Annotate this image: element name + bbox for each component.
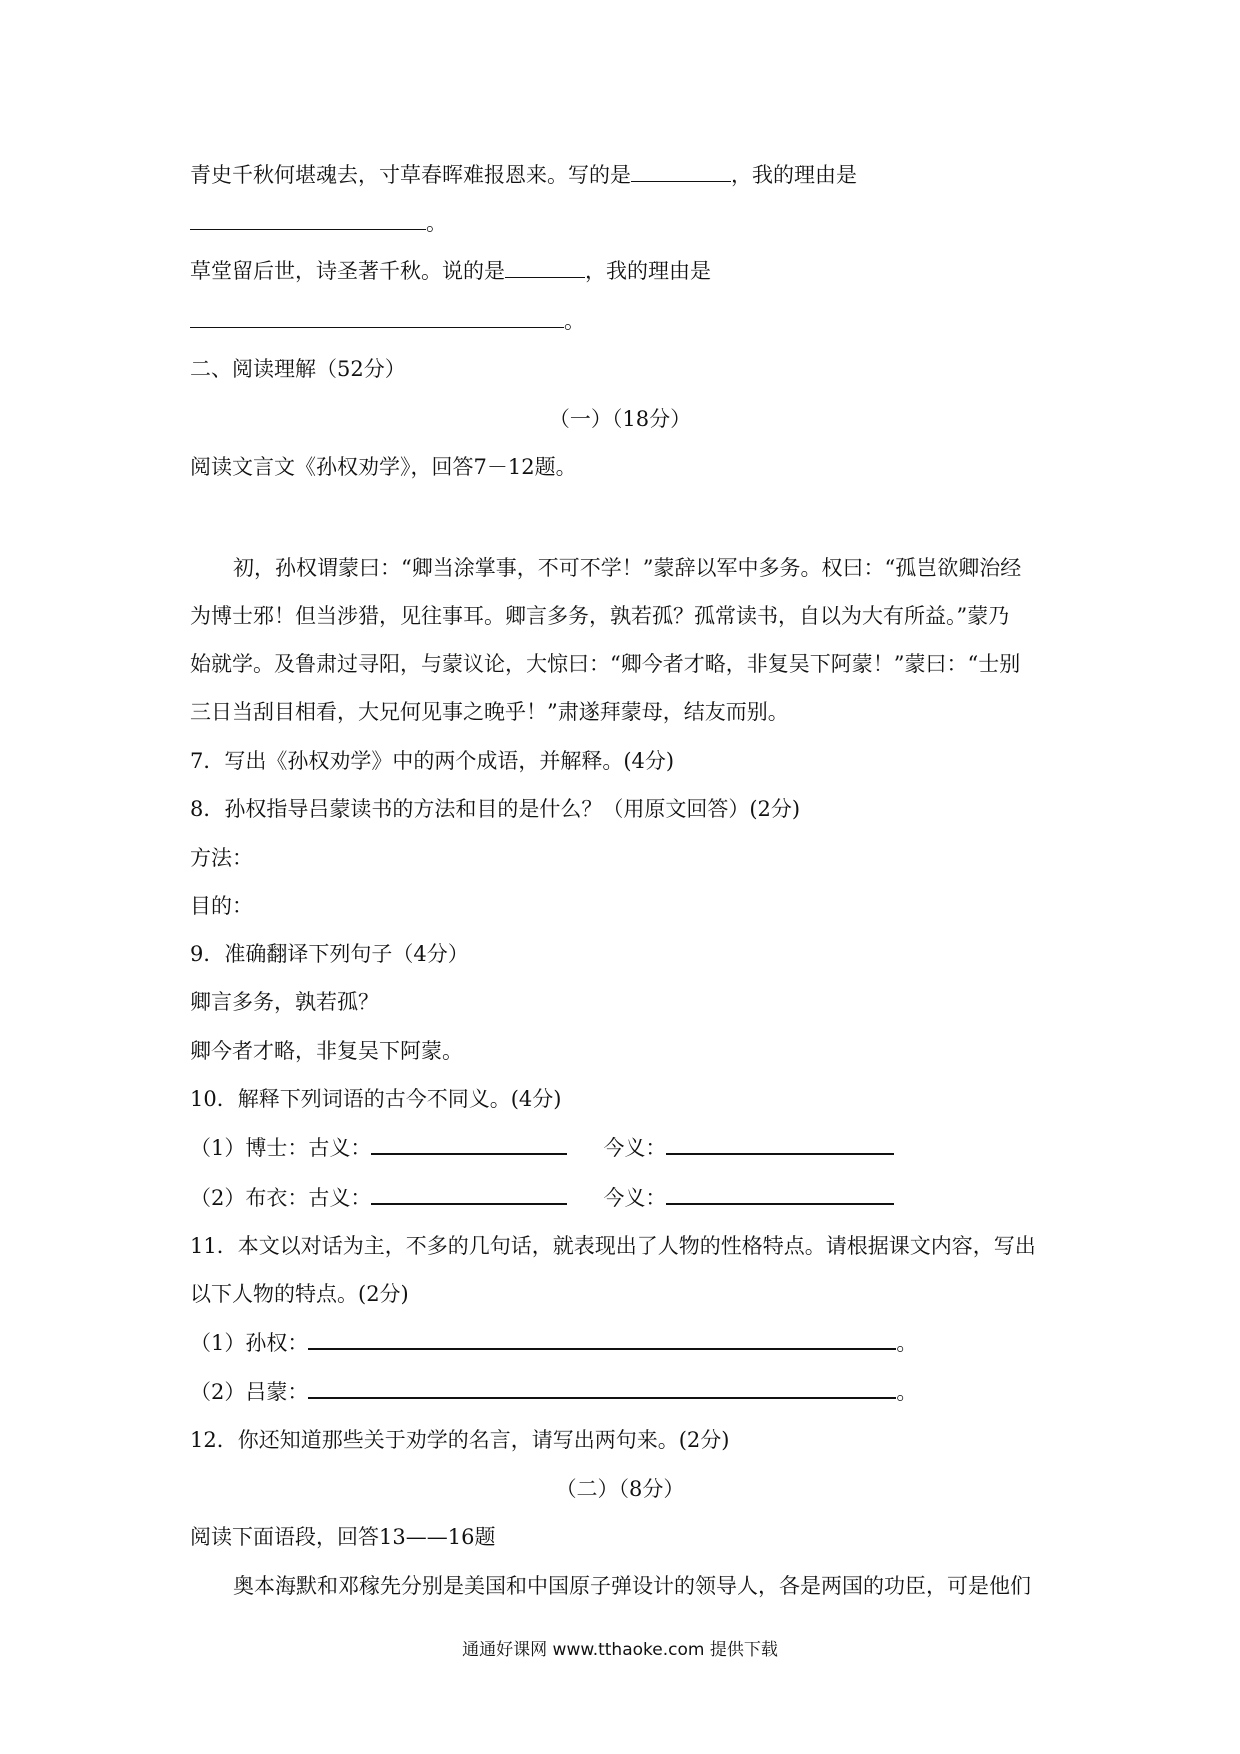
answer-blank[interactable] xyxy=(308,1328,896,1350)
passage-line: 始就学。及鲁肃过寻阳，与蒙议论，大惊曰：“卿今者才略，非复吴下阿蒙！”蒙曰：“士别 xyxy=(190,652,1021,676)
section-heading: 二、阅读理解（52分） xyxy=(190,357,406,381)
part-two-intro: 阅读下面语段，回答13——16题 xyxy=(190,1525,496,1549)
answer-blank[interactable] xyxy=(308,1377,896,1399)
answer-blank[interactable] xyxy=(505,257,585,278)
q10-row1-label: （1）博士：古义： xyxy=(190,1136,372,1160)
q10-modern-label: 今义： xyxy=(603,1186,667,1210)
answer-blank[interactable] xyxy=(631,161,731,182)
question-10-row-1 xyxy=(190,1133,894,1163)
question-12: 12．你还知道那些关于劝学的名言，请写出两句来。(2分) xyxy=(190,1428,730,1452)
question-9: 9．准确翻译下列句子（4分） xyxy=(190,942,469,966)
question-7: 7．写出《孙权劝学》中的两个成语，并解释。(4分) xyxy=(190,749,675,773)
passage-line: 三日当刮目相看，大兄何见事之晚乎！”肃遂拜蒙母，结友而别。 xyxy=(190,700,789,724)
answer-blank[interactable] xyxy=(190,307,564,328)
answer-blank[interactable] xyxy=(371,1133,567,1155)
fill-in-2-end: 。 xyxy=(564,309,585,333)
passage-line: 初，孙权谓蒙曰：“卿当涂掌事，不可不学！”蒙辞以军中多务。权曰：“孤岂欲卿治经 xyxy=(233,556,1022,580)
page-footer: 通通好课网 www.tthaoke.com 提供下载 xyxy=(462,1640,778,1660)
question-11-line-2: 以下人物的特点。(2分) xyxy=(190,1282,409,1306)
part-two-title: （二）（8分） xyxy=(555,1477,685,1501)
question-9-sentence-1: 卿言多务，孰若孤？ xyxy=(190,990,379,1014)
answer-blank[interactable] xyxy=(666,1133,894,1155)
q11-b-label: （2）吕蒙： xyxy=(190,1380,309,1404)
fill-in-2-mid: ，我的理由是 xyxy=(585,259,711,283)
fill-in-line-2b xyxy=(190,306,585,336)
question-10: 10．解释下列词语的古今不同义。(4分) xyxy=(190,1087,562,1111)
answer-blank[interactable] xyxy=(666,1183,894,1205)
question-8-purpose: 目的： xyxy=(190,894,253,918)
question-11-b xyxy=(190,1377,917,1407)
answer-blank[interactable] xyxy=(371,1183,567,1205)
question-11-line-1: 11．本文以对话为主，不多的几句话，就表现出了人物的性格特点。请根据课文内容，写出 xyxy=(190,1234,1036,1258)
question-10-row-2 xyxy=(190,1183,894,1213)
q10-modern-label: 今义： xyxy=(603,1136,667,1160)
q11-end: 。 xyxy=(896,1380,918,1404)
part-one-title: （一）（18分） xyxy=(548,407,692,431)
fill-in-line-1 xyxy=(190,160,857,190)
fill-in-1-text: 青史千秋何堪魂去，寸草春晖难报恩来。写的是 xyxy=(190,163,631,187)
fill-in-2-text: 草堂留后世，诗圣著千秋。说的是 xyxy=(190,259,505,283)
passage-line: 为博士邪！但当涉猎，见往事耳。卿言多务，孰若孤？孤常读书，自以为大有所益。”蒙乃 xyxy=(190,604,1010,628)
part-two-first-line: 奥本海默和邓稼先分别是美国和中国原子弹设计的领导人，各是两国的功臣，可是他们 xyxy=(233,1574,1031,1598)
q11-a-label: （1）孙权： xyxy=(190,1331,309,1355)
q10-row2-label: （2）布衣：古义： xyxy=(190,1186,372,1210)
question-8: 8．孙权指导吕蒙读书的方法和目的是什么？（用原文回答）(2分) xyxy=(190,797,801,821)
fill-in-line-1b xyxy=(190,208,447,238)
q11-end: 。 xyxy=(896,1331,918,1355)
question-9-sentence-2: 卿今者才略，非复吴下阿蒙。 xyxy=(190,1039,463,1063)
fill-in-1-mid: ，我的理由是 xyxy=(731,163,857,187)
question-8-method: 方法： xyxy=(190,846,253,870)
question-11-a xyxy=(190,1328,917,1358)
fill-in-line-2 xyxy=(190,256,711,286)
answer-blank[interactable] xyxy=(190,209,426,230)
part-one-intro: 阅读文言文《孙权劝学》，回答7－12题。 xyxy=(190,455,577,479)
fill-in-1-end: 。 xyxy=(426,211,447,235)
